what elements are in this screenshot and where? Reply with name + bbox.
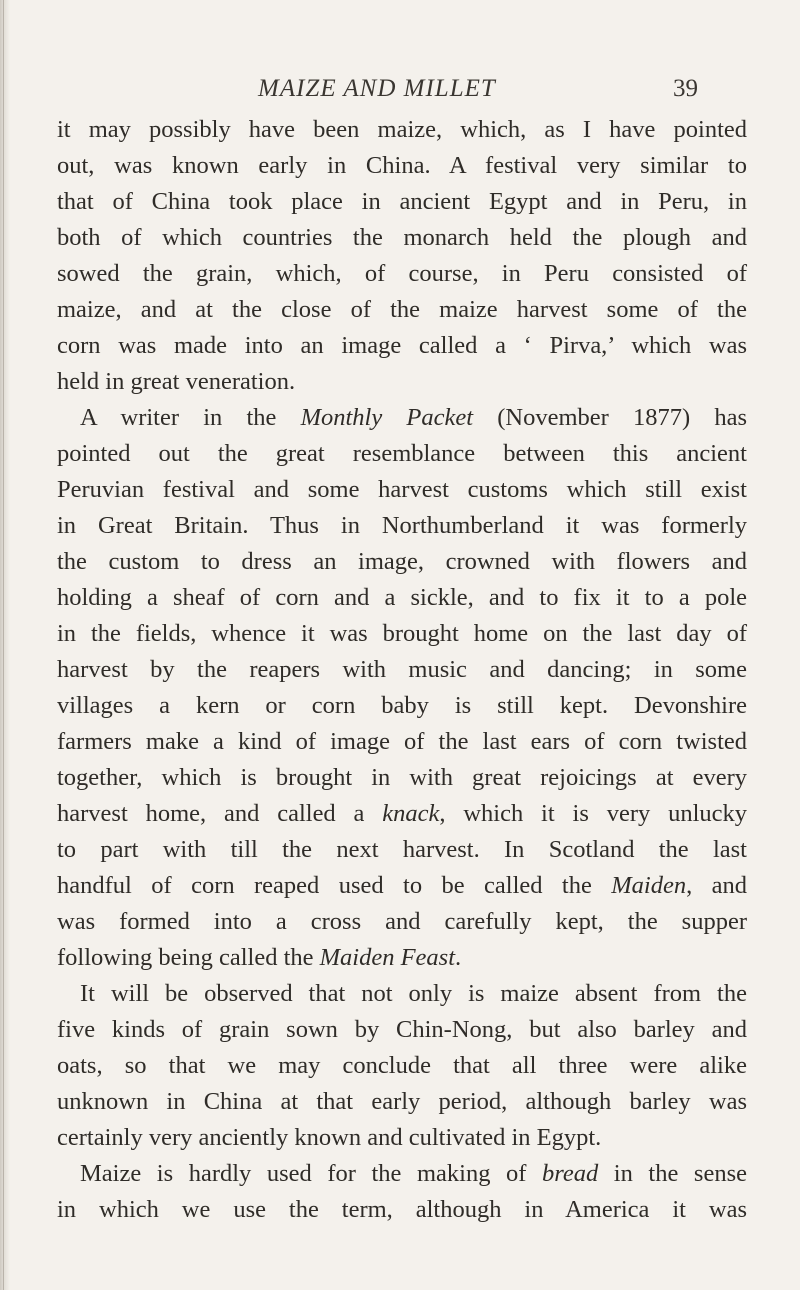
text-line: in Great Britain. Thus in Northumberland it was formerly <box>57 512 747 539</box>
text-line: maize, and at the close of the maize harvest some of the <box>57 296 747 323</box>
text-line: pointed out the great resemblance between this ancient <box>57 440 747 467</box>
italic-text-run: knack <box>382 800 440 827</box>
text-line: It will be observed that not only is maize absent from the <box>80 980 747 1007</box>
text-line: sowed the grain, which, of course, in Peru consisted of <box>57 260 747 287</box>
italic-text-run: Maiden Feast <box>319 944 456 971</box>
text-line: both of which countries the monarch held the plough and <box>57 224 747 251</box>
running-head: MAIZE AND MILLET <box>258 75 496 102</box>
text-line: corn was made into an image called a ‘ Pirva,’ which was <box>57 332 747 359</box>
text-run: , and <box>686 872 748 899</box>
text-line: out, was known early in China. A festival very similar to <box>57 152 747 179</box>
text-line: oats, so that we may conclude that all three were alike <box>57 1052 747 1079</box>
text-line: unknown in China at that early period, although barley was <box>57 1088 747 1115</box>
text-line: certainly very anciently known and cultivated in Egypt. <box>57 1124 602 1151</box>
text-run: Maize is hardly used for the making of <box>80 1160 542 1187</box>
text-line: in the fields, whence it was brought home on the last day of <box>57 620 747 647</box>
italic-text-run: bread <box>541 1160 599 1187</box>
text-line <box>57 400 747 436</box>
text-run: in the sense <box>598 1160 747 1187</box>
text-run: (November 1877) has <box>473 404 748 431</box>
text-line <box>57 868 747 904</box>
text-line <box>57 940 747 976</box>
text-line: holding a sheaf of corn and a sickle, and to fix it to a pole <box>57 584 747 611</box>
binding-line <box>3 0 4 1290</box>
text-line: together, which is brought in with great rejoicings at every <box>57 764 747 791</box>
text-line: farmers make a kind of image of the last ears of corn twisted <box>57 728 747 755</box>
text-line: was formed into a cross and carefully kept, the supper <box>57 908 747 935</box>
text-run: . <box>455 944 462 971</box>
text-line: in which we use the term, although in America it was <box>57 1196 747 1223</box>
text-line: five kinds of grain sown by Chin-Nong, but also barley and <box>57 1016 747 1043</box>
text-run: harvest home, and called a <box>57 800 383 827</box>
text-run: handful of corn reaped used to be called the <box>57 872 612 899</box>
text-line: it may possibly have been maize, which, as I have pointed <box>57 116 747 143</box>
italic-text-run: Monthly Packet <box>300 404 474 431</box>
text-line <box>57 1156 747 1192</box>
page-number: 39 <box>673 75 698 102</box>
text-line: that of China took place in ancient Egypt and in Peru, in <box>57 188 747 215</box>
text-line: villages a kern or corn baby is still kept. Devonshire <box>57 692 747 719</box>
page-header <box>0 68 800 108</box>
body-text <box>57 112 747 1228</box>
text-line: the custom to dress an image, crowned with flowers and <box>57 548 747 575</box>
italic-text-run: Maiden <box>611 872 687 899</box>
text-run: , which it is very unlucky <box>439 800 747 827</box>
text-line: to part with till the next harvest. In Scotland the last <box>57 836 747 863</box>
text-run: A writer in the <box>80 404 301 431</box>
text-line: Peruvian festival and some harvest customs which still exist <box>57 476 747 503</box>
page-binding-edge <box>0 0 10 1290</box>
text-line <box>57 796 747 832</box>
text-line: held in great veneration. <box>57 368 296 395</box>
text-line: harvest by the reapers with music and dancing; in some <box>57 656 747 683</box>
text-run: following being called the <box>57 944 320 971</box>
